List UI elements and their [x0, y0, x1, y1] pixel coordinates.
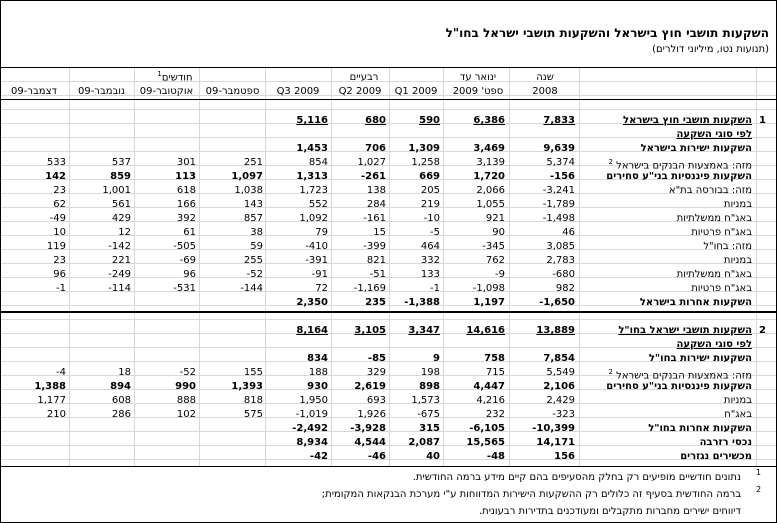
value-cell: 12 — [118, 227, 131, 238]
value-cell: -42 — [309, 451, 328, 462]
value-cell: 23 — [53, 255, 66, 266]
value-cell: 618 — [176, 185, 196, 196]
column-header: Q1 2009 — [394, 86, 438, 97]
value-cell: 894 — [110, 381, 131, 392]
value-cell: -1,650 — [539, 297, 575, 308]
value-cell: -249 — [108, 269, 131, 280]
value-cell: 1,092 — [299, 213, 328, 224]
row-label: באג"ח — [724, 409, 752, 420]
row-label: השקעות פיננסיות בני"ע סחירים — [606, 171, 752, 182]
value-cell: 715 — [485, 367, 505, 378]
value-cell: 155 — [243, 367, 263, 378]
value-cell: 1,309 — [408, 143, 440, 154]
value-cell: 464 — [420, 241, 440, 252]
value-cell: 3,469 — [473, 143, 505, 154]
section-2-number: 2 — [759, 325, 766, 336]
value-cell: 138 — [366, 185, 386, 196]
column-header: נובמבר-09 — [77, 86, 126, 97]
value-cell: 693 — [366, 395, 386, 406]
value-cell: 898 — [419, 381, 440, 392]
value-cell: 821 — [366, 255, 386, 266]
value-cell: 575 — [243, 409, 263, 420]
value-cell: -4 — [56, 367, 66, 378]
value-cell: 1,177 — [37, 395, 66, 406]
value-cell: 990 — [175, 381, 196, 392]
value-cell: 3,139 — [476, 157, 505, 168]
value-cell: -323 — [552, 409, 575, 420]
value-cell: 5,116 — [296, 115, 328, 126]
footnote-text: ברמה החודשית בסעיף זה כלולים רק ההשקעות הישירות המדווחות ע"י מערכת הבנקאות המקומית; — [321, 489, 741, 500]
value-cell: -142 — [108, 241, 131, 252]
value-cell: 188 — [308, 367, 328, 378]
value-cell: 59 — [250, 241, 263, 252]
value-cell: 38 — [250, 227, 263, 238]
value-cell: 72 — [315, 283, 328, 294]
value-cell: 758 — [484, 353, 505, 364]
value-cell: -680 — [552, 269, 575, 280]
value-cell: 2,783 — [546, 255, 575, 266]
value-cell: -1 — [56, 283, 66, 294]
value-cell: -2,492 — [292, 423, 328, 434]
value-cell: 1,038 — [234, 185, 263, 196]
value-cell: 561 — [111, 199, 131, 210]
value-cell: -1,789 — [542, 199, 575, 210]
value-cell: 96 — [183, 269, 196, 280]
value-cell: 818 — [243, 395, 263, 406]
value-cell: 859 — [110, 171, 131, 182]
value-cell: 1,926 — [357, 409, 386, 420]
value-cell: 669 — [419, 171, 440, 182]
value-cell: 2,619 — [354, 381, 386, 392]
value-cell: -3,928 — [350, 423, 386, 434]
value-cell: 255 — [243, 255, 263, 266]
footnote-text: נתונים חודשיים מופיעים רק בחלק מהסעיפים בהם קיים מידע ברמה החודשית. — [412, 472, 741, 483]
value-cell: -91 — [311, 269, 328, 280]
table-subtitle: (תנועות נטו, מיליוני דולרים) — [652, 44, 769, 55]
value-cell: 7,833 — [543, 115, 575, 126]
value-cell: 79 — [315, 227, 328, 238]
row-label: מזה: בבורסה בת"א — [668, 185, 752, 196]
row-label: לפי סוגי השקעה — [676, 129, 752, 140]
row-label: באג"ח פרטיות — [691, 227, 752, 238]
row-label: השקעות תושבי חוץ בישראל — [623, 115, 752, 126]
row-label: מזה: באמצעות הבנקים בישראל $^2$ — [608, 158, 752, 172]
year-header-line1: שנה — [536, 72, 554, 83]
row-label: השקעות ישירות בחו"ל — [648, 353, 752, 364]
row-label: מזה: בחו"ל — [703, 241, 752, 252]
value-cell: 210 — [46, 409, 66, 420]
value-cell: 921 — [485, 213, 505, 224]
value-cell: -1,388 — [404, 297, 440, 308]
value-cell: -10 — [423, 213, 440, 224]
value-cell: 9 — [433, 353, 440, 364]
quarterly-group-header: רבעיים — [349, 72, 379, 83]
value-cell: -1,498 — [542, 213, 575, 224]
value-cell: 13,889 — [536, 325, 575, 336]
row-label: במניות — [723, 199, 752, 210]
value-cell: 286 — [111, 409, 131, 420]
value-cell: 2,429 — [546, 395, 575, 406]
row-label: השקעות פיננסיות בני"ע סחירים — [606, 381, 752, 392]
row-label: באג"ח פרטיות — [691, 283, 752, 294]
row-label: במניות — [723, 395, 752, 406]
value-cell: 7,854 — [543, 353, 575, 364]
value-cell: -391 — [305, 255, 328, 266]
value-cell: 133 — [420, 269, 440, 280]
value-cell: 590 — [419, 115, 440, 126]
value-cell: -52 — [246, 269, 263, 280]
row-label: באג"ח ממשלתיות — [676, 269, 752, 280]
value-cell: 251 — [243, 157, 263, 168]
value-cell: 96 — [53, 269, 66, 280]
value-cell: -51 — [369, 269, 386, 280]
value-cell: 205 — [420, 185, 440, 196]
value-cell: 1,950 — [299, 395, 328, 406]
value-cell: 5,549 — [546, 367, 575, 378]
column-header: אוקטובר-09 — [139, 86, 194, 97]
value-cell: 4,447 — [473, 381, 505, 392]
value-cell: 301 — [176, 157, 196, 168]
value-cell: 315 — [419, 423, 440, 434]
value-cell: 888 — [176, 395, 196, 406]
value-cell: 1,001 — [102, 185, 131, 196]
value-cell: 10 — [53, 227, 66, 238]
footnote-number: 1 — [756, 468, 762, 477]
row-label: השקעות אחרות בישראל — [639, 297, 752, 308]
value-cell: 3,105 — [354, 325, 386, 336]
value-cell: -261 — [360, 171, 386, 182]
value-cell: 2,066 — [476, 185, 505, 196]
value-cell: 23 — [53, 185, 66, 196]
value-cell: -114 — [108, 283, 131, 294]
value-cell: 706 — [365, 143, 386, 154]
value-cell: 15 — [373, 227, 386, 238]
value-cell: 3,347 — [408, 325, 440, 336]
row-label: השקעות ישירות בישראל — [640, 143, 752, 154]
value-cell: 2,087 — [408, 437, 440, 448]
value-cell: -9 — [495, 269, 505, 280]
value-cell: -531 — [173, 283, 196, 294]
value-cell: -5 — [430, 227, 440, 238]
column-header: ספטמבר-09 — [205, 86, 260, 97]
column-header: Q3 2009 — [276, 86, 320, 97]
value-cell: 61 — [183, 227, 196, 238]
value-cell: 857 — [243, 213, 263, 224]
value-cell: -399 — [363, 241, 386, 252]
value-cell: 1,453 — [296, 143, 328, 154]
value-cell: 429 — [111, 213, 131, 224]
jan-sep-header-line1: ינואר עד — [459, 72, 497, 83]
value-cell: 15,565 — [466, 437, 505, 448]
value-cell: 834 — [307, 353, 328, 364]
value-cell: 6,386 — [473, 115, 505, 126]
value-cell: -156 — [549, 171, 575, 182]
value-cell: -69 — [179, 255, 196, 266]
value-cell: -144 — [240, 283, 263, 294]
value-cell: 537 — [111, 157, 131, 168]
value-cell: 284 — [366, 199, 386, 210]
value-cell: 930 — [307, 381, 328, 392]
value-cell: -49 — [49, 213, 66, 224]
value-cell: 1,573 — [411, 395, 440, 406]
row-label: לפי סוגי השקעה — [676, 339, 752, 350]
value-cell: -1 — [430, 283, 440, 294]
row-label: נכסי רזרבה — [699, 437, 752, 448]
value-cell: 119 — [46, 241, 66, 252]
value-cell: -505 — [173, 241, 196, 252]
value-cell: -6,105 — [469, 423, 505, 434]
value-cell: 14,171 — [536, 437, 575, 448]
value-cell: 8,164 — [296, 325, 328, 336]
value-cell: 142 — [45, 171, 66, 182]
value-cell: 4,544 — [354, 437, 386, 448]
column-header: Q2 2009 — [338, 86, 382, 97]
value-cell: -10,399 — [532, 423, 575, 434]
value-cell: 1,027 — [357, 157, 386, 168]
value-cell: 143 — [243, 199, 263, 210]
value-cell: -1,019 — [295, 409, 328, 420]
value-cell: -1,169 — [353, 283, 386, 294]
value-cell: 2,350 — [296, 297, 328, 308]
value-cell: -3,241 — [542, 185, 575, 196]
value-cell: 1,723 — [299, 185, 328, 196]
value-cell: 219 — [420, 199, 440, 210]
value-cell: 18 — [118, 367, 131, 378]
value-cell: 62 — [53, 199, 66, 210]
year-header-line2: 2008 — [532, 86, 558, 97]
value-cell: -85 — [367, 353, 386, 364]
value-cell: 1,197 — [473, 297, 505, 308]
value-cell: 2,106 — [543, 381, 575, 392]
row-label: השקעות תושבי ישראל בחו"ל — [618, 325, 752, 336]
footnote-number: 2 — [756, 485, 762, 494]
value-cell: 329 — [366, 367, 386, 378]
value-cell: 552 — [308, 199, 328, 210]
value-cell: 46 — [562, 227, 575, 238]
value-cell: 90 — [492, 227, 505, 238]
row-label: באג"ח ממשלתיות — [676, 213, 752, 224]
value-cell: 982 — [555, 283, 575, 294]
value-cell: 1,097 — [231, 171, 263, 182]
value-cell: 1,393 — [231, 381, 263, 392]
value-cell: 198 — [420, 367, 440, 378]
monthly-group-header: חודשים$^1$ — [157, 70, 193, 84]
value-cell: 5,374 — [546, 157, 575, 168]
value-cell: 9,639 — [543, 143, 575, 154]
value-cell: 102 — [176, 409, 196, 420]
row-label: במניות — [723, 255, 752, 266]
value-cell: 762 — [485, 255, 505, 266]
value-cell: 4,216 — [476, 395, 505, 406]
value-cell: -161 — [363, 213, 386, 224]
value-cell: 3,085 — [546, 241, 575, 252]
value-cell: 608 — [111, 395, 131, 406]
value-cell: -1,098 — [472, 283, 505, 294]
row-label: השקעות אחרות בחו"ל — [648, 423, 752, 434]
value-cell: 221 — [111, 255, 131, 266]
value-cell: 1,720 — [473, 171, 505, 182]
value-cell: 854 — [308, 157, 328, 168]
value-cell: 1,055 — [476, 199, 505, 210]
table-title: השקעות תושבי חוץ בישראל והשקעות תושבי ישראל בחו"ל — [445, 26, 769, 40]
value-cell: -410 — [305, 241, 328, 252]
value-cell: 1,388 — [34, 381, 66, 392]
value-cell: 14,616 — [466, 325, 505, 336]
value-cell: 1,258 — [411, 157, 440, 168]
jan-sep-header-line2: ספט' 2009 — [452, 86, 504, 97]
value-cell: 232 — [485, 409, 505, 420]
value-cell: 332 — [420, 255, 440, 266]
value-cell: 166 — [176, 199, 196, 210]
value-cell: 392 — [176, 213, 196, 224]
column-header: דצמבר-09 — [11, 86, 57, 97]
value-cell: 156 — [554, 451, 575, 462]
value-cell: -52 — [179, 367, 196, 378]
value-cell: 533 — [46, 157, 66, 168]
value-cell: 8,934 — [296, 437, 328, 448]
row-label: מזה: באמצעות הבנקים בישראל $^2$ — [608, 368, 752, 382]
footnote-text: דיווחים ישירים מחברות מתקבלים ומעודכנים בתדירות רבעונית. — [478, 506, 741, 517]
row-label: מכשירים נגזרים — [680, 451, 752, 462]
value-cell: 235 — [365, 297, 386, 308]
value-cell: 1,313 — [296, 171, 328, 182]
value-cell: 680 — [365, 115, 386, 126]
value-cell: -46 — [367, 451, 386, 462]
value-cell: -48 — [486, 451, 505, 462]
value-cell: 40 — [426, 451, 440, 462]
value-cell: -675 — [417, 409, 440, 420]
section-1-number: 1 — [759, 115, 766, 126]
value-cell: 113 — [175, 171, 196, 182]
value-cell: -345 — [482, 241, 505, 252]
